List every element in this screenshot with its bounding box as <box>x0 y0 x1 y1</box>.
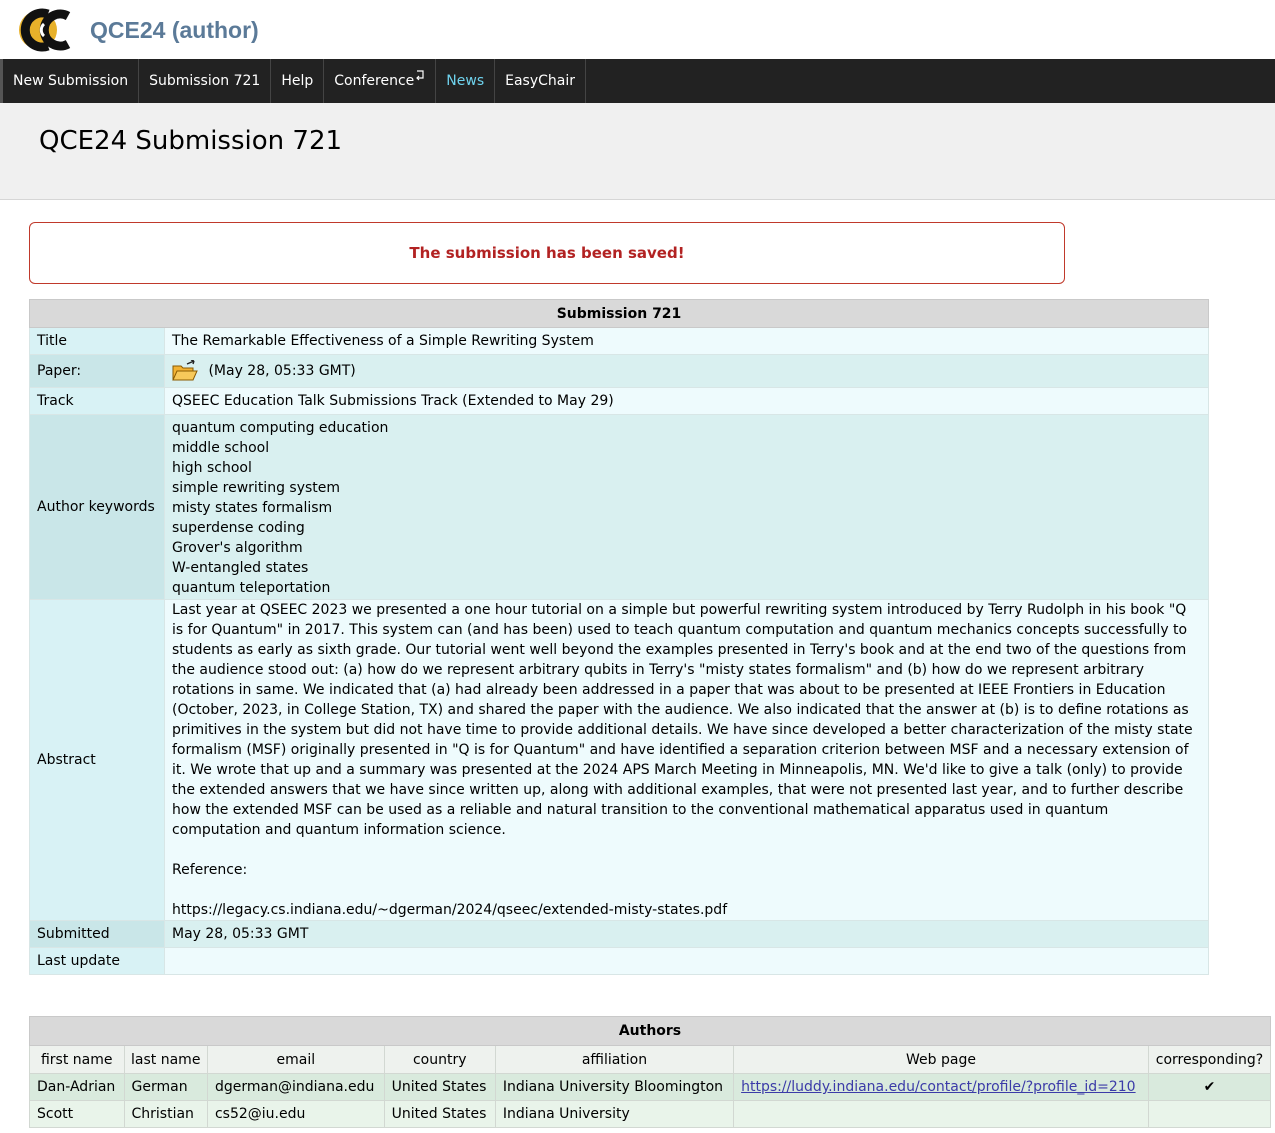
keywords-label: Author keywords <box>30 415 165 600</box>
save-notice <box>29 222 1065 284</box>
col-affiliation: affiliation <box>495 1046 733 1074</box>
author-email: dgerman@indiana.edu <box>207 1074 384 1101</box>
brand <box>18 8 259 52</box>
author-last-name: Christian <box>124 1101 207 1128</box>
author-email: cs52@iu.edu <box>207 1101 384 1128</box>
table-row <box>30 1074 1271 1101</box>
author-web-page-link[interactable]: https://luddy.indiana.edu/contact/profile/?profile_id=210 <box>741 1079 1136 1095</box>
nav-submission-721[interactable]: Submission 721 <box>139 59 271 103</box>
table-row <box>30 1101 1271 1128</box>
submission-table <box>29 299 1209 975</box>
author-country: United States <box>384 1074 495 1101</box>
track-label: Track <box>30 388 165 415</box>
author-first-name: Dan-Adrian <box>30 1074 125 1101</box>
author-affiliation: Indiana University Bloomington <box>495 1074 733 1101</box>
col-web-page: Web page <box>734 1046 1149 1074</box>
author-web-page-cell <box>734 1101 1149 1128</box>
paper-date: (May 28, 05:33 GMT) <box>208 363 356 379</box>
submission-caption: Submission 721 <box>30 300 1209 328</box>
authors-table <box>29 1016 1271 1128</box>
last-update-label: Last update <box>30 948 165 975</box>
keyword: superdense coding <box>172 520 305 536</box>
abstract-label: Abstract <box>30 600 165 921</box>
author-web-page-cell <box>734 1074 1149 1101</box>
title-value: The Remarkable Effectiveness of a Simple Rewriting System <box>165 328 1209 355</box>
nav-new-submission[interactable]: New Submission <box>0 59 139 103</box>
author-country: United States <box>384 1101 495 1128</box>
track-value: QSEEC Education Talk Submissions Track (Extended to May 29) <box>165 388 1209 415</box>
paper-cell <box>165 355 1209 388</box>
title-label: Title <box>30 328 165 355</box>
keywords-list <box>165 415 1209 600</box>
easychair-logo-icon <box>18 8 76 52</box>
app-title: QCE24 (author) <box>90 16 259 43</box>
paper-label: Paper: <box>30 355 165 388</box>
nav-conference[interactable] <box>324 59 436 103</box>
main-nav <box>0 59 1275 103</box>
keyword: simple rewriting system <box>172 480 341 496</box>
keyword: W-entangled states <box>172 560 309 576</box>
return-arrow-icon <box>415 69 425 83</box>
col-corresponding: corresponding? <box>1148 1046 1270 1074</box>
keyword: quantum teleportation <box>172 580 331 596</box>
col-last-name: last name <box>124 1046 207 1074</box>
authors-caption: Authors <box>30 1017 1271 1046</box>
corresponding-cell <box>1148 1101 1270 1128</box>
col-country: country <box>384 1046 495 1074</box>
nav-easychair[interactable]: EasyChair <box>495 59 586 103</box>
nav-conference-label: Conference <box>334 73 415 89</box>
col-first-name: first name <box>30 1046 125 1074</box>
author-last-name: German <box>124 1074 207 1101</box>
submitted-label: Submitted <box>30 921 165 948</box>
nav-news[interactable]: News <box>436 59 495 103</box>
author-affiliation: Indiana University <box>495 1101 733 1128</box>
save-notice-text: The submission has been saved! <box>409 244 685 262</box>
nav-help[interactable]: Help <box>271 59 324 103</box>
open-folder-icon[interactable] <box>172 360 198 382</box>
submitted-value: May 28, 05:33 GMT <box>165 921 1209 948</box>
keyword: quantum computing education <box>172 420 389 436</box>
abstract-text: Last year at QSEEC 2023 we presented a one hour tutorial on a simple but powerful rewriting system introduced by Terry Rudolph in his book "Q is for Quantum" in 2017. This system can (and has been) used to teach quantum computation and quantum mechanics concepts successfully to students as early as sixth grade. Our tutorial went well beyond the examples presented in Terry's book and at the end two of the questions from the audience stood out: (a) how do we represent arbitrary qubits in Terry's "misty states formalism" and (b) how do we represent arbitrary rotations in same. We indicated that (a) had already been addressed in a paper that was about to be presented at IEEE Frontiers in Education (October, 2023, in College Station, TX) and shared the paper with the audience. We also indicated that the answer at (b) is to define rotations as primitives in the system but did not have time to provide additional details. We have since developed a better characterization of the misty state formalism (MSF) originally presented in "Q is for Quantum" and have identified a separation criterion between MSF and a necessary extension of it. We wrote that up and a summary was presented at the 2024 APS March Meeting in Minneapolis, MN. We'd like to give a talk (only) to provide the extended answers that we have since written up, along with additional examples, that were not presented last year, and to further describe how the extended MSF can be used as a reliable and natural transition to the conventional mathematical apparatus used in quantum computation and quantum information science. Reference: https://legacy.cs.indiana.edu/~dgerman/2024/qseec/extended-misty-states.pdf <box>165 600 1209 921</box>
page-title: QCE24 Submission 721 <box>39 126 343 156</box>
keyword: middle school <box>172 440 270 456</box>
corresponding-check-icon: ✔ <box>1148 1074 1270 1101</box>
keyword: misty states formalism <box>172 500 333 516</box>
col-email: email <box>207 1046 384 1074</box>
keyword: high school <box>172 460 252 476</box>
author-first-name: Scott <box>30 1101 125 1128</box>
last-update-value <box>165 948 1209 975</box>
keyword: Grover's algorithm <box>172 540 303 556</box>
